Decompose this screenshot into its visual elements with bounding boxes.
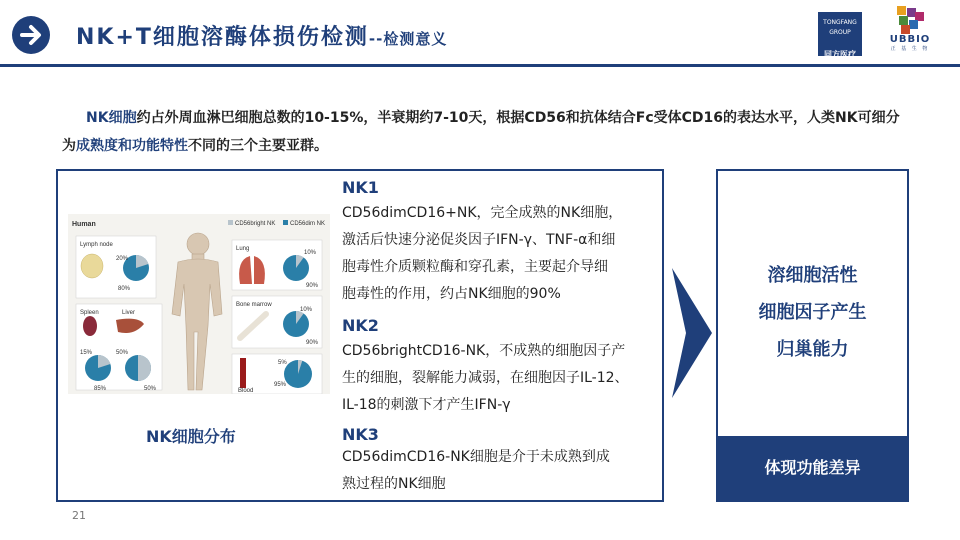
svg-text:85%: 85% [94, 386, 107, 392]
svg-text:90%: 90% [306, 340, 319, 346]
functions-footer: 体现功能差异 [718, 436, 907, 500]
svg-text:5%: 5% [278, 360, 287, 366]
figure-heading: Human [72, 221, 96, 228]
ubbio-logo: UBBIO 正 基 生 物 [880, 6, 940, 62]
slide-subtitle: --检测意义 [368, 30, 448, 48]
page-number: 21 [72, 509, 86, 522]
legend-dim: CD56dim NK [290, 221, 326, 227]
intro-paragraph [62, 104, 902, 160]
function-item-cytolysis: 溶细胞活性 [767, 265, 858, 286]
intro-text: 不同的三个主要亚群。 [188, 138, 328, 154]
figure-caption: NK细胞分布 [146, 427, 236, 446]
svg-text:95%: 95% [274, 382, 287, 388]
lymph-node-panel [76, 236, 156, 298]
header-divider [0, 64, 960, 67]
svg-text:90%: 90% [306, 283, 319, 289]
svg-text:15%: 15% [80, 350, 93, 356]
legend-bright: CD56bright NK [235, 221, 276, 227]
arrow-right-icon [12, 16, 50, 54]
svg-text:Liver: Liver [122, 310, 136, 316]
nk1-title: NK1 [342, 178, 379, 197]
svg-text:Lymph node: Lymph node [80, 242, 113, 248]
spleen-liver-panel [76, 304, 162, 392]
lung-panel [232, 240, 322, 290]
nk2-description: CD56brightCD16-NK，不成熟的细胞因子产 生的细胞，裂解能力减弱，在细胞因子IL-12、 IL-18的刺激下才产生IFN-γ [342, 343, 629, 413]
svg-text:Lung: Lung [236, 246, 250, 252]
nk-distribution-figure [68, 214, 330, 394]
svg-text:20%: 20% [116, 256, 129, 262]
svg-text:10%: 10% [300, 307, 313, 313]
nk3-title: NK3 [342, 425, 379, 444]
nk2-title: NK2 [342, 316, 379, 335]
svg-text:Bone marrow: Bone marrow [236, 302, 272, 308]
nk3-description: CD56dimCD16-NK细胞是介于未成熟到成 熟过程的NK细胞 [342, 449, 610, 492]
svg-text:Blood: Blood [238, 388, 254, 394]
blood-panel [232, 354, 322, 394]
intro-highlight: NK细胞 [86, 110, 137, 126]
tongfang-logo: TONGFANG GROUP 同方医疗 [818, 12, 862, 56]
nk1-description: CD56dimCD16+NK，完全成熟的NK细胞， 激活后快速分泌促炎因子IFN-γ、TNF-α和细 胞毒性介质颗粒酶和穿孔素，主要起介导细 胞毒性的作用，约占NK细胞的90% [342, 205, 623, 302]
slide-title: NK+T细胞溶酶体损伤检测--检测意义 [76, 25, 448, 50]
intro-highlight: 成熟度和功能特性 [76, 138, 188, 154]
svg-text:50%: 50% [116, 350, 129, 356]
svg-text:80%: 80% [118, 286, 131, 292]
svg-text:50%: 50% [144, 386, 157, 392]
slide-header [0, 0, 960, 66]
chevron-right-icon [672, 268, 712, 398]
bone-marrow-panel [232, 296, 322, 348]
svg-text:Spleen: Spleen [80, 310, 99, 316]
function-item-homing: 归巢能力 [776, 339, 849, 360]
svg-text:10%: 10% [304, 250, 317, 256]
function-item-cytokine: 细胞因子产生 [758, 302, 867, 323]
ubbio-mark-icon [895, 6, 925, 34]
intro-text: 约占外周血淋巴细胞总数的10-15%，半衰期约7-10天，根据CD56和抗体结合Fc受体CD16的表达水平，人类NK可细分为 [62, 110, 900, 154]
